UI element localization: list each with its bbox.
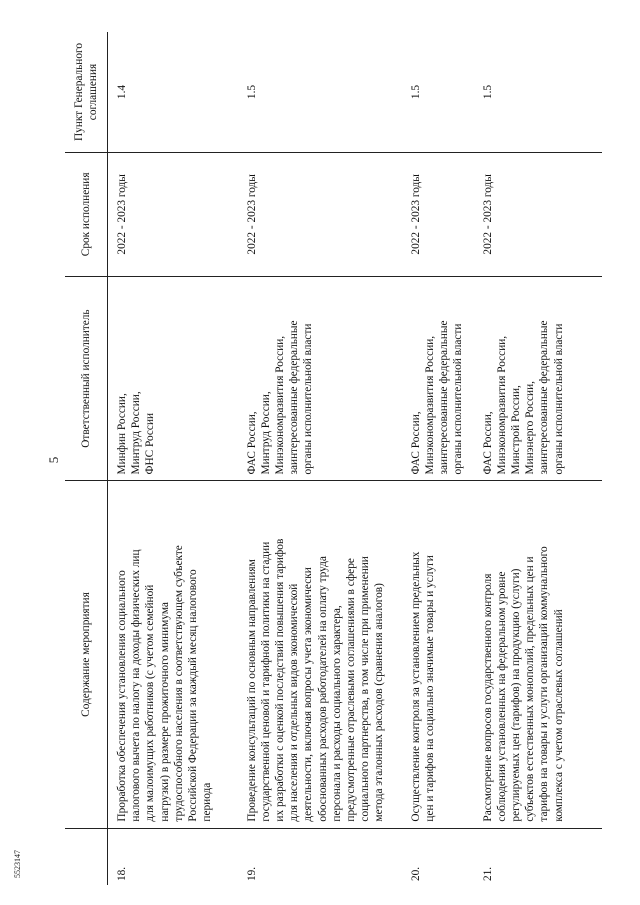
row-deadline: 2022 - 2023 годы [402,152,474,276]
document-id: 5523147 [13,850,22,878]
table-row [402,32,474,885]
table-row [474,32,603,885]
row-deadline: 2022 - 2023 годы [238,152,402,276]
row-content: Рассмотрение вопросов государственного контроля соблюдения установленных на федеральном уровне регулируемых цен (тарифов) на продукцию (услуги) субъектов естественных монополий, предельных цен и тарифов на товары и услуги организаций коммунального комплекса с учетом отраслевых соглашений [474,481,603,828]
measures-table [65,32,602,885]
row-agreement-point: 1.5 [474,32,603,152]
row-executor: ФАС России, Минэкономразвития России, Минстрой России, Минэнерго России, заинтересованные федеральные органы исполнительной власти [474,276,603,481]
row-number: 20. [409,866,422,881]
table-row [238,32,402,885]
header-number [65,828,108,885]
row-agreement-point: 1.4 [108,32,238,152]
header-content: Содержание мероприятия [65,481,108,828]
header-deadline: Срок исполнения [65,152,108,276]
row-content: Проработка обеспечения установления социального налогового вычета по налогу на доходы физических лиц для малоимущих работников (с учетом семейной нагрузки) в размере прожиточного минимума трудоспособного населения в соответствующем субъекте Российской Федерации за каждый месяц налогового периода [108,481,238,828]
page-number: 5 [46,456,61,464]
row-agreement-point: 1.5 [402,32,474,152]
row-executor: ФАС России, Минтруд России, Минэкономразвития России, заинтересованные федеральные органы исполнительной власти [238,276,402,481]
row-content: Осуществление контроля за установлением предельных цен и тарифов на социально значимые товары и услуги [402,481,474,828]
table-container [65,32,602,885]
row-number: 19. [245,866,258,881]
row-content: Проведение консультаций по основным направлениям государственной ценовой и тарифной политики на стадии их разработки с оценкой последствий повышения тарифов для населения и отдельных видов экономической деятельности, включая вопросы учета экономически обоснованных расходов работодателей на оплату труда персонала и расходы социального характера, предусмотренные отраслевыми соглашениями в сфере социального партнерства, в том числе при применении метода эталонных расходов (сравнения аналогов) [238,481,402,828]
header-agreement-point: Пункт Генерального соглашения [65,32,108,152]
table-header-row [65,32,108,885]
table-row [108,32,238,885]
row-deadline: 2022 - 2023 годы [108,152,238,276]
row-agreement-point: 1.5 [238,32,402,152]
row-executor: Минфин России, Минтруд России, ФНС России [108,276,238,481]
row-number: 21. [481,866,494,881]
row-executor: ФАС России, Минэкономразвития России, заинтересованные федеральные органы исполнительной власти [402,276,474,481]
row-deadline: 2022 - 2023 годы [474,152,603,276]
header-executor: Ответственный исполнитель [65,276,108,481]
row-number: 18. [116,866,128,881]
